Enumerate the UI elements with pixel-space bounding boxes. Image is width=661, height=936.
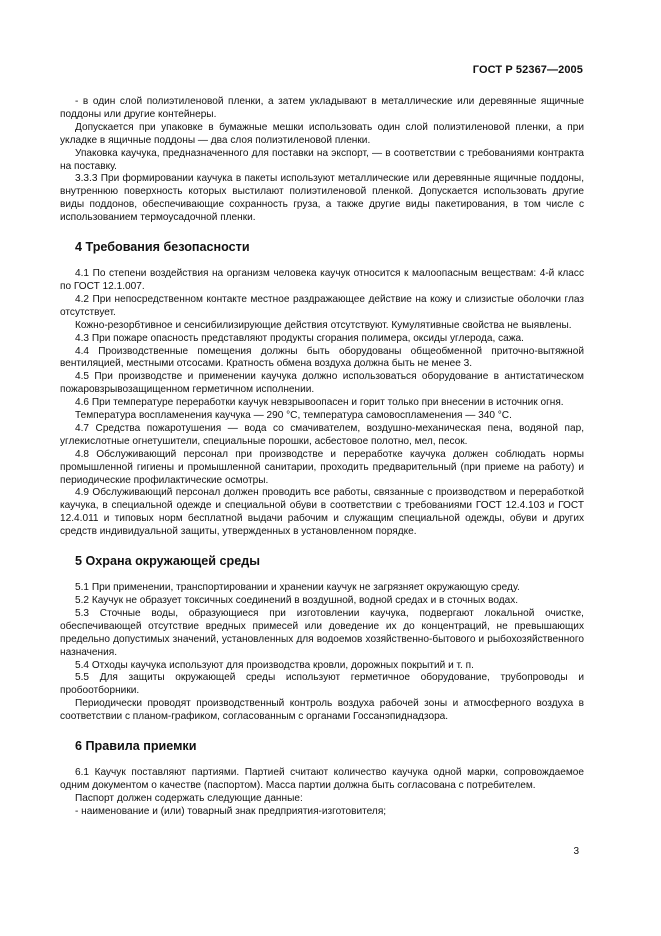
paragraph: 4.1 По степени воздействия на организм человека каучук относится к малоопасным веществам: 4-й класс по ГОСТ 12.1.007. — [60, 268, 584, 292]
paragraph: 4.2 При непосредственном контакте местное раздражающее действие на кожу и слизистые оболочки глаз отсутствует. — [60, 293, 584, 318]
paragraph: 4.6 При температуре переработки каучук невзрывоопасен и горит только при внесении в источник огня. — [75, 397, 564, 409]
paragraph: 3.3.3 При формировании каучука в пакеты используют металлические или деревянные ящичные поддоны, внутреннюю поверхность которых выстилают полиэтиленовой пленкой. Допускается использовать другие виды поддонов, обеспечивающие сохранность груза, а также другие виды пакетирования, в том числе с использованием термоусадочной пленки. — [60, 173, 584, 224]
paragraph: 5.5 Для защиты окружающей среды используют герметичное оборудование, трубопроводы и пробоотборники. — [60, 672, 584, 697]
paragraph: Периодически проводят производственный контроль воздуха рабочей зоны и атмосферного воздуха в соответствии с планом-графиком, согласованным с органами Госсанэпиднадзора. — [60, 698, 584, 723]
paragraph: Паспорт должен содержать следующие данные: — [75, 792, 303, 804]
paragraph: 5.4 Отходы каучука используют для производства кровли, дорожных покрытий и т. п. — [75, 659, 474, 671]
paragraph: 4.5 При производстве и применении каучука должно использоваться оборудование в антистатическом пожаровзрывозащищенном герметичном исполнении. — [60, 371, 584, 396]
section-5-heading: 5 Охрана окружающей среды — [75, 554, 260, 569]
paragraph: 4.9 Обслуживающий персонал должен проводить все работы, связанные с производством и переработкой каучука, в специальной одежде и специальной обуви в соответствии с требованиями ГОСТ 12.4.103 и ГОСТ 12.4.011 и типовых норм бесплатной выдачи рабочим и служащим специальной одежды, обуви и других средств индивидуальной защиты, утвержденных в установленном порядке. — [60, 487, 584, 538]
paragraph: 5.1 При применении, транспортировании и хранении каучук не загрязняет окружающую среду. — [75, 582, 520, 594]
paragraph: - в один слой полиэтиленовой пленки, а затем укладывают в металлические или деревянные ящичные поддоны или другие контейнеры. — [60, 96, 584, 120]
section-4-heading: 4 Требования безопасности — [75, 240, 250, 255]
paragraph: Кожно-резорбтивное и сенсибилизирующие действия отсутствуют. Кумулятивные свойства не выявлены. — [75, 319, 572, 331]
document-code-header: ГОСТ Р 52367—2005 — [472, 64, 583, 76]
paragraph: Температура воспламенения каучука — 290 °С, температура самовоспламенения — 340 °С. — [75, 410, 512, 422]
document-body — [60, 96, 584, 819]
paragraph: 4.7 Средства пожаротушения — вода со смачивателем, воздушно-механическая пена, водяной пар, углекислотные огнетушители, специальные порошки, асбестовое полотно, мел, песок. — [60, 422, 584, 447]
paragraph: 6.1 Каучук поставляют партиями. Партией считают количество каучука одной марки, сопровождаемое одним документом о качестве (паспортом). Масса партии должна быть согласована с потребителем. — [60, 767, 584, 791]
paragraph: Упаковка каучука, предназначенного для поставки на экспорт, — в соответствии с требованиями контракта на поставку. — [60, 147, 584, 172]
paragraph: 4.3 При пожаре опасность представляют продукты сгорания полимера, оксиды углерода, сажа. — [75, 332, 524, 344]
paragraph: 4.4 Производственные помещения должны быть оборудованы общеобменной приточно-вытяжной вентиляцией, местными отсосами. Кратность обмена воздуха должна быть не менее 3. — [60, 345, 584, 370]
paragraph: 5.3 Сточные воды, образующиеся при изготовлении каучука, подвергают локальной очистке, обеспечивающей отсутствие вредных примесей или доведение их до концентраций, не превышающих предельно допустимых значений, установленных для водоемов хозяйственно-бытового и рыбохозяйственного назначения. — [60, 607, 584, 658]
page-number: 3 — [573, 846, 579, 857]
paragraph: Допускается при упаковке в бумажные мешки использовать один слой полиэтиленовой пленки, а при укладке в ящичные поддоны — два слоя полиэтиленовой пленки. — [60, 121, 584, 146]
paragraph: - наименование и (или) товарный знак предприятия-изготовителя; — [75, 805, 387, 817]
paragraph: 5.2 Каучук не образует токсичных соединений в воздушной, водной средах и в сточных водах. — [75, 595, 519, 606]
paragraph: 4.8 Обслуживающий персонал при производстве и переработке каучука должен соблюдать нормы промышленной гигиены и промышленной санитарии, проходить предварительный (при приеме на работу) и периодические профилактические осмотры. — [60, 448, 584, 486]
section-6-heading: 6 Правила приемки — [75, 739, 197, 754]
